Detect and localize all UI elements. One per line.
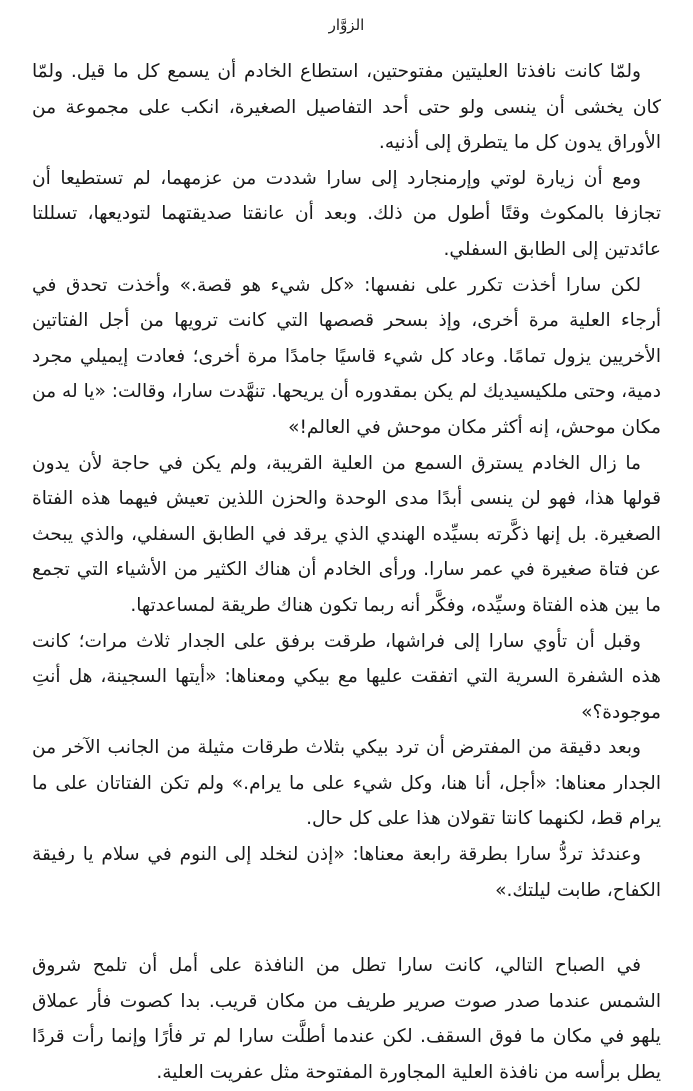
running-title: الزوَّار xyxy=(328,16,365,34)
paragraph: وبعد دقيقة من المفترض أن ترد بيكي بثلاث طرقات مثيلة من الجانب الآخر من الجدار معناها: «أجل، أنا هنا، وكل شيء على ما يرام.» ولم تكن الفتاتان على ما يرام قط، لكنهما كانتا تقولان هذا على كل حال. xyxy=(32,737,661,830)
paragraph: ما زال الخادم يسترق السمع من العلية القريبة، ولم يكن في حاجة لأن يدون قولها هذا، فهو لن ينسى أبدًا مدى الوحدة والحزن اللذين تعيش فيهما هذه الفتاة الصغيرة. بل إنها ذكَّرته بسيِّده الهندي الذي يرقد في الطابق السفلي، والذي يبحث عن فتاة صغيرة في عمر سارا. ورأى الخادم أن هناك الكثير من الأشياء التي تجمع ما بين هذه الفتاة وسيِّده، وفكَّر أنه ربما تكون هناك طريقة لمساعدتها. xyxy=(32,452,661,616)
paragraph: وعندئذ تردُّ سارا بطرقة رابعة معناها: «إذن لنخلد إلى النوم في سلام يا رفيقة الكفاح، طابت ليلتك.» xyxy=(32,844,661,901)
paragraph: ومع أن زيارة لوتي وإرمنجارد إلى سارا شددت من عزمهما، لم تستطيعا أن تجازفا بالمكوث وقتًا أطول من ذلك. وبعد أن عانقتا صديقتهما لتوديعها، تسللتا عائدتين إلى الطابق السفلي. xyxy=(32,167,661,260)
paragraph: وقبل أن تأوي سارا إلى فراشها، طرقت برفق على الجدار ثلاث مرات؛ كانت هذه الشفرة السرية التي اتفقت عليها مع بيكي ومعناها: «أيتها السجينة، هل أنتِ موجودة؟» xyxy=(32,630,661,723)
paragraph: لكن سارا أخذت تكرر على نفسها: «كل شيء هو قصة.» وأخذت تحدق في أرجاء العلية مرة أخرى، وإذ بسحر قصصها التي كانت ترويها من أجل الفتاتين الأخريين يزول تمامًا. وعاد كل شيء قاسيًا جامدًا مرة أخرى؛ فعادت إيميلي مجرد دمية، وحتى ملكيسيديك لم يكن بمقدوره أن يريحها. تنهَّدت سارا، وقالت: «يا له من مكان موحش، إنه أكثر مكان موحش في العالم!» xyxy=(32,274,661,438)
paragraph: ولمّا كانت نافذتا العليتين مفتوحتين، استطاع الخادم أن يسمع كل ما قيل. ولمّا كان يخشى أن ينسى ولو حتى أحد التفاصيل الصغيرة، انكب على مجموعة من الأوراق يدون كل ما يتطرق إلى أذنيه. xyxy=(32,61,661,154)
section-break xyxy=(32,908,661,948)
paragraph: في الصباح التالي، كانت سارا تطل من النافذة على أمل أن تلمح شروق الشمس عندما صدر صوت صرير طريف من مكان قريب. بدا كصوت فأر عملاق يلهو في مكان ما فوق السقف. لكن عندما أطلَّت سارا لم تر فأرًا وإنما رأت قردًا يطل برأسه من نافذة العلية المجاورة المفتوحة مثل عفريت العلية. xyxy=(32,955,661,1084)
